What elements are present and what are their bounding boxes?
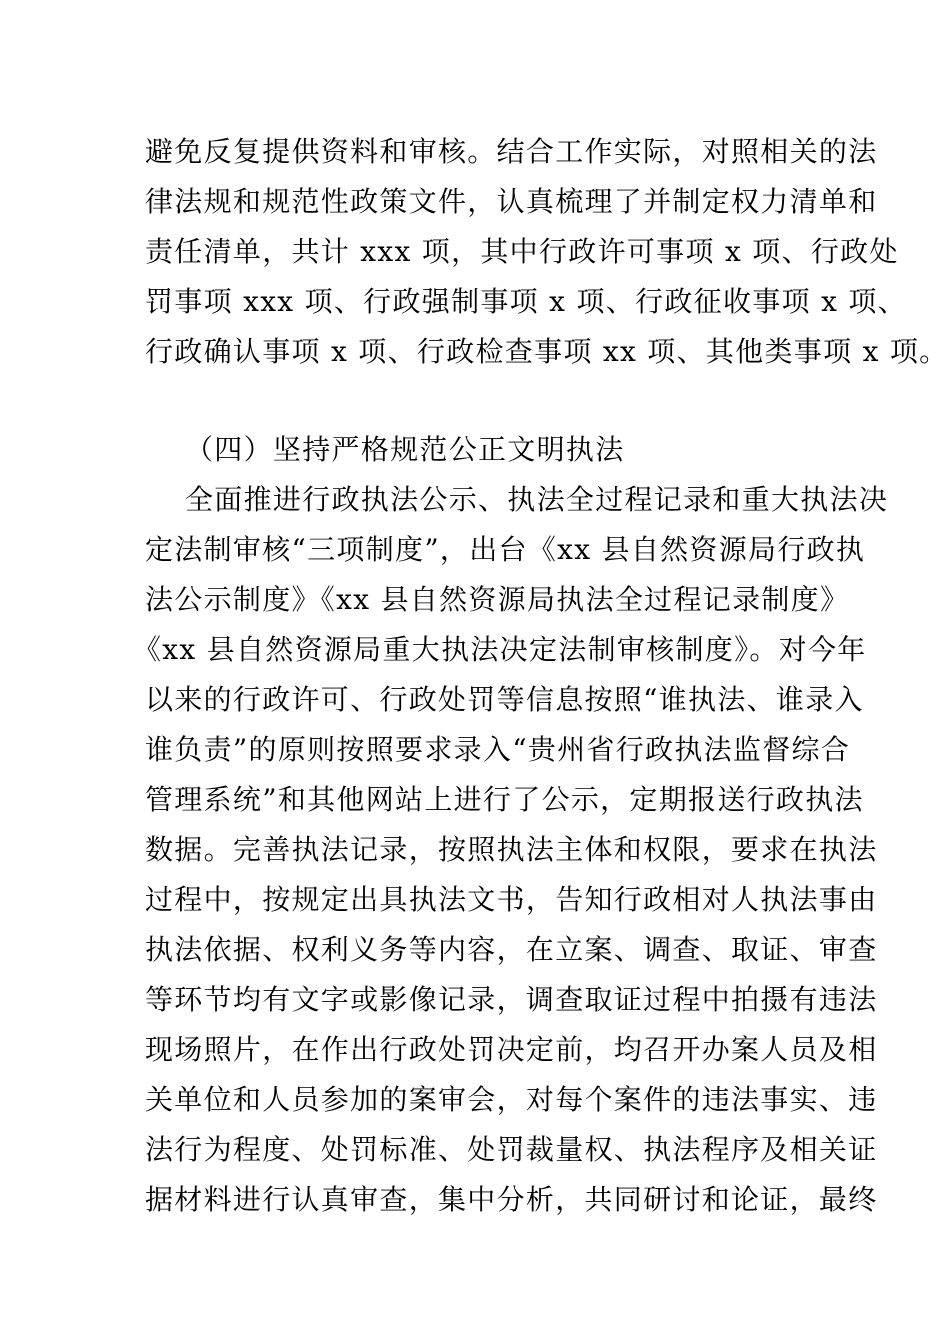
text-line: 谁负责”的原则按照要求录入“贵州省行政执法监督综合: [145, 733, 851, 766]
text-line: 据材料进行认真审查，集中分析，共同研讨和论证，最终: [145, 1183, 878, 1216]
text-line: 等环节均有文字或影像记录，调查取证过程中拍摄有违法: [145, 983, 878, 1016]
section-heading: （四）坚持严格规范公正文明执法: [185, 433, 625, 466]
text-line: 行政确认事项 x 项、行政检查事项 xx 项、其他类事项 x 项。: [145, 335, 949, 368]
text-line: 罚事项 xxx 项、行政强制事项 x 项、行政征收事项 x 项、: [145, 285, 907, 318]
text-line: 执法依据、权利义务等内容，在立案、调查、取证、审查: [145, 933, 878, 966]
text-line: 以来的行政许可、行政处罚等信息按照“谁执法、谁录入: [145, 683, 864, 716]
text-line: 管理系统”和其他网站上进行了公示，定期报送行政执法: [145, 783, 864, 816]
text-line: 律法规和规范性政策文件，认真梳理了并制定权力清单和: [145, 185, 878, 218]
text-line: 责任清单，共计 xxx 项，其中行政许可事项 x 项、行政处: [145, 235, 899, 268]
text-line: 数据。完善执法记录，按照执法主体和权限，要求在执法: [145, 833, 878, 866]
text-line: 避免反复提供资料和审核。结合工作实际，对照相关的法: [145, 135, 878, 168]
text-line: 法公示制度》《xx 县自然资源局执法全过程记录制度》: [145, 583, 850, 616]
text-line: 《xx 县自然资源局重大执法决定法制审核制度》。对今年: [133, 633, 867, 666]
text-line: 现场照片，在作出行政处罚决定前，均召开办案人员及相: [145, 1033, 878, 1066]
text-line: 关单位和人员参加的案审会，对每个案件的违法事实、违: [145, 1083, 878, 1116]
text-line: 法行为程度、处罚标准、处罚裁量权、执法程序及相关证: [145, 1133, 878, 1166]
text-line: 定法制审核“三项制度”，出台《xx 县自然资源局行政执: [145, 533, 866, 566]
text-line: 全面推进行政执法公示、执法全过程记录和重大执法决: [185, 483, 889, 516]
text-line: 过程中，按规定出具执法文书，告知行政相对人执法事由: [145, 883, 878, 916]
